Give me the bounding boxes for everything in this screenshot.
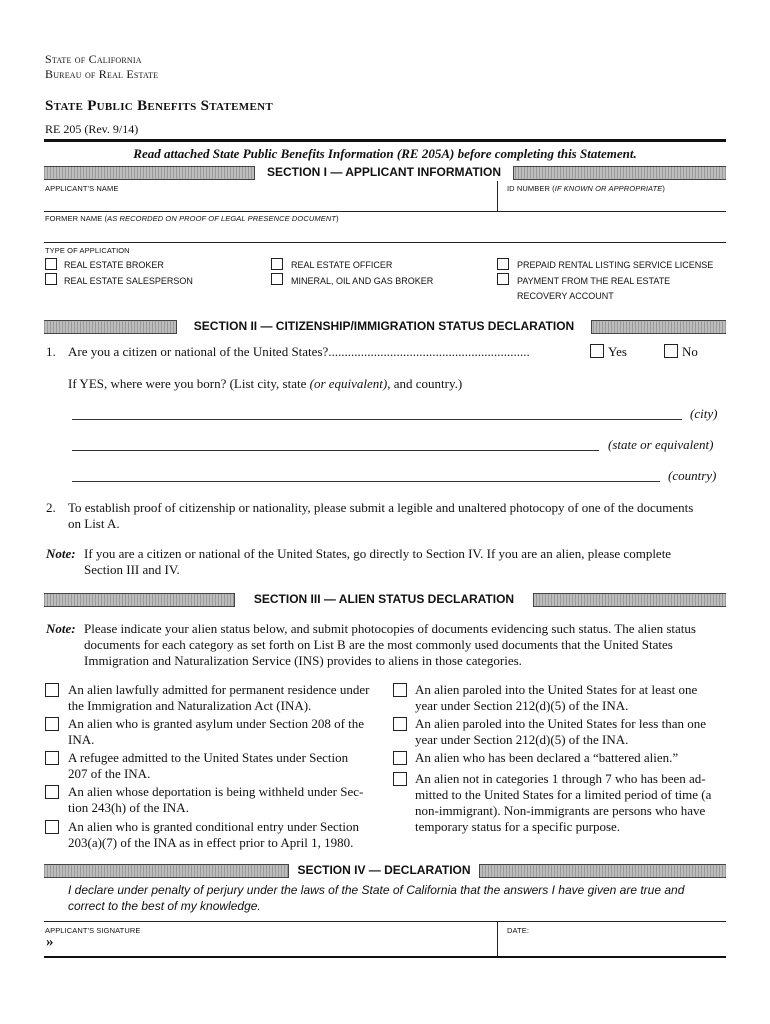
question-1-number: 1. xyxy=(46,344,56,359)
question-2-number: 2. xyxy=(46,500,56,515)
section-2-bar xyxy=(44,320,726,334)
bureau-name: Bureau of Real Estate xyxy=(45,67,159,81)
applicant-name-label: APPLICANT'S NAME xyxy=(45,184,119,193)
mineral-option-label: MINERAL, OIL AND GAS BROKER xyxy=(291,276,434,286)
alien-category-6-cont: year under Section 212(d)(5) of the INA. xyxy=(415,698,629,713)
date-field[interactable] xyxy=(500,935,724,955)
state-name: State of California xyxy=(45,52,142,66)
form-title: State Public Benefits Statement xyxy=(45,98,273,114)
former-name-label: FORMER NAME (AS RECORDED ON PROOF OF LEGAL PRESENCE DOCUMENT) xyxy=(45,214,339,223)
country-label: (country) xyxy=(668,468,717,483)
alien-category-1: An alien lawfully admitted for permanent residence under xyxy=(68,682,370,697)
row-rule xyxy=(44,211,726,212)
row-rule xyxy=(44,921,726,922)
section-3-title: SECTION III — ALIEN STATUS DECLARATION xyxy=(234,593,534,607)
instruction-text: Read attached State Public Benefits Information (RE 205A) before completing this Statement. xyxy=(133,146,637,161)
alien-category-2: An alien who is granted asylum under Section 208 of the xyxy=(68,716,365,731)
alien-category-3-cont: 207 of the INA. xyxy=(68,766,151,781)
prepaid-rental-option-label: PREPAID RENTAL LISTING SERVICE LICENSE xyxy=(517,260,714,270)
applicant-name-field[interactable] xyxy=(46,194,496,210)
alien-category-6: An alien paroled into the United States for at least one xyxy=(415,682,698,697)
country-line[interactable] xyxy=(72,481,660,482)
former-name-field[interactable] xyxy=(46,225,724,241)
section-2-note-2: Section III and IV. xyxy=(84,562,180,577)
question-2-text-2: on List A. xyxy=(68,516,120,531)
field-divider xyxy=(497,181,498,212)
deportation-withheld-checkbox[interactable] xyxy=(45,785,59,799)
date-label: DATE: xyxy=(507,926,530,935)
section-4-title: SECTION IV — DECLARATION xyxy=(288,864,480,878)
header-rule xyxy=(44,139,726,142)
conditional-entry-checkbox[interactable] xyxy=(45,820,59,834)
declaration-text: I declare under penalty of perjury under the laws of the State of California that the answers I have given are true and xyxy=(68,883,685,897)
signature-label: APPLICANT'S SIGNATURE xyxy=(45,926,141,935)
citizen-no-label: No xyxy=(682,344,698,359)
question-1-text: Are you a citizen or national of the United States?.............................................................. xyxy=(68,344,530,359)
non-immigrant-checkbox[interactable] xyxy=(393,772,407,786)
row-rule xyxy=(44,242,726,243)
broker-checkbox[interactable] xyxy=(45,258,57,270)
salesperson-option-label: REAL ESTATE SALESPERSON xyxy=(64,276,193,286)
birthplace-prompt: If YES, where were you born? (List city, state (or equivalent), and country.) xyxy=(68,376,463,391)
section-2-note: If you are a citizen or national of the United States, go directly to Section IV. If you are an alien, please complete xyxy=(84,546,672,561)
section-3-note-2: documents for each category as set forth on List B are the most commonly used documents that the United States xyxy=(84,637,673,652)
signature-field[interactable] xyxy=(46,935,494,955)
recovery-account-option-label: PAYMENT FROM THE REAL ESTATE xyxy=(517,276,671,286)
officer-option-label: REAL ESTATE OFFICER xyxy=(291,260,393,270)
question-2-text: To establish proof of citizenship or nationality, please submit a legible and unaltered photocopy of one of the documents xyxy=(68,500,694,515)
application-type-label: TYPE OF APPLICATION xyxy=(45,246,130,255)
signature-arrow-icon: » xyxy=(46,934,54,950)
alien-category-7-cont: year under Section 212(d)(5) of the INA. xyxy=(415,732,629,747)
city-line[interactable] xyxy=(72,419,682,420)
battered-alien-checkbox[interactable] xyxy=(393,751,407,765)
section-3-note: Please indicate your alien status below, and submit photocopies of documents evidencing such status. The alien status xyxy=(84,621,696,636)
alien-category-4: An alien whose deportation is being withheld under Sec- xyxy=(68,784,364,799)
parole-one-year-checkbox[interactable] xyxy=(393,683,407,697)
alien-category-9-cont: mitted to the United States for a limited period of time (a xyxy=(415,787,712,802)
alien-category-3: A refugee admitted to the United States under Section xyxy=(68,750,349,765)
section-1-bar xyxy=(44,166,726,180)
state-label: (state or equivalent) xyxy=(608,437,714,452)
alien-category-5-cont: 203(a)(7) of the INA as in effect prior to April 1, 1980. xyxy=(68,835,354,850)
mineral-checkbox[interactable] xyxy=(271,273,283,285)
alien-category-9: An alien not in categories 1 through 7 who has been ad- xyxy=(415,771,706,786)
note-label: Note: xyxy=(46,621,76,636)
section-3-bar xyxy=(44,593,726,607)
recovery-account-option-label-2: RECOVERY ACCOUNT xyxy=(517,291,614,301)
note-label: Note: xyxy=(46,546,76,561)
section-2-title: SECTION II — CITIZENSHIP/IMMIGRATION STATUS DECLARATION xyxy=(176,320,592,334)
salesperson-checkbox[interactable] xyxy=(45,273,57,285)
section-3-note-3: Immigration and Naturalization Service (INS) provides to aliens in those categories. xyxy=(84,653,522,668)
alien-category-9-cont-2: non-immigrant). Non-immigrants are persons who have xyxy=(415,803,706,818)
id-number-label: ID NUMBER (IF KNOWN OR APPROPRIATE) xyxy=(507,184,665,193)
prepaid-rental-checkbox[interactable] xyxy=(497,258,509,270)
form-number: RE 205 (Rev. 9/14) xyxy=(45,122,139,136)
id-number-field[interactable] xyxy=(500,194,724,210)
bottom-rule xyxy=(44,956,726,958)
recovery-account-checkbox[interactable] xyxy=(497,273,509,285)
refugee-checkbox[interactable] xyxy=(45,751,59,765)
alien-category-1-cont: the Immigration and Naturalization Act (INA). xyxy=(68,698,312,713)
broker-option-label: REAL ESTATE BROKER xyxy=(64,260,164,270)
alien-category-9-cont-3: temporary status for a specific purpose. xyxy=(415,819,621,834)
alien-category-8: An alien who has been declared a “battered alien.” xyxy=(415,750,679,765)
asylum-checkbox[interactable] xyxy=(45,717,59,731)
alien-category-7: An alien paroled into the United States for less than one xyxy=(415,716,706,731)
state-line[interactable] xyxy=(72,450,599,451)
parole-less-than-year-checkbox[interactable] xyxy=(393,717,407,731)
permanent-resident-checkbox[interactable] xyxy=(45,683,59,697)
section-4-bar xyxy=(44,864,726,878)
section-1-title: SECTION I — APPLICANT INFORMATION xyxy=(254,166,514,180)
city-label: (city) xyxy=(690,406,718,421)
declaration-text-2: correct to the best of my knowledge. xyxy=(68,899,261,913)
citizen-yes-checkbox[interactable] xyxy=(590,344,604,358)
field-divider xyxy=(497,921,498,957)
alien-category-2-cont: INA. xyxy=(68,732,95,747)
alien-category-4-cont: tion 243(h) of the INA. xyxy=(68,800,189,815)
alien-category-5: An alien who is granted conditional entry under Section xyxy=(68,819,359,834)
citizen-yes-label: Yes xyxy=(608,344,627,359)
citizen-no-checkbox[interactable] xyxy=(664,344,678,358)
officer-checkbox[interactable] xyxy=(271,258,283,270)
